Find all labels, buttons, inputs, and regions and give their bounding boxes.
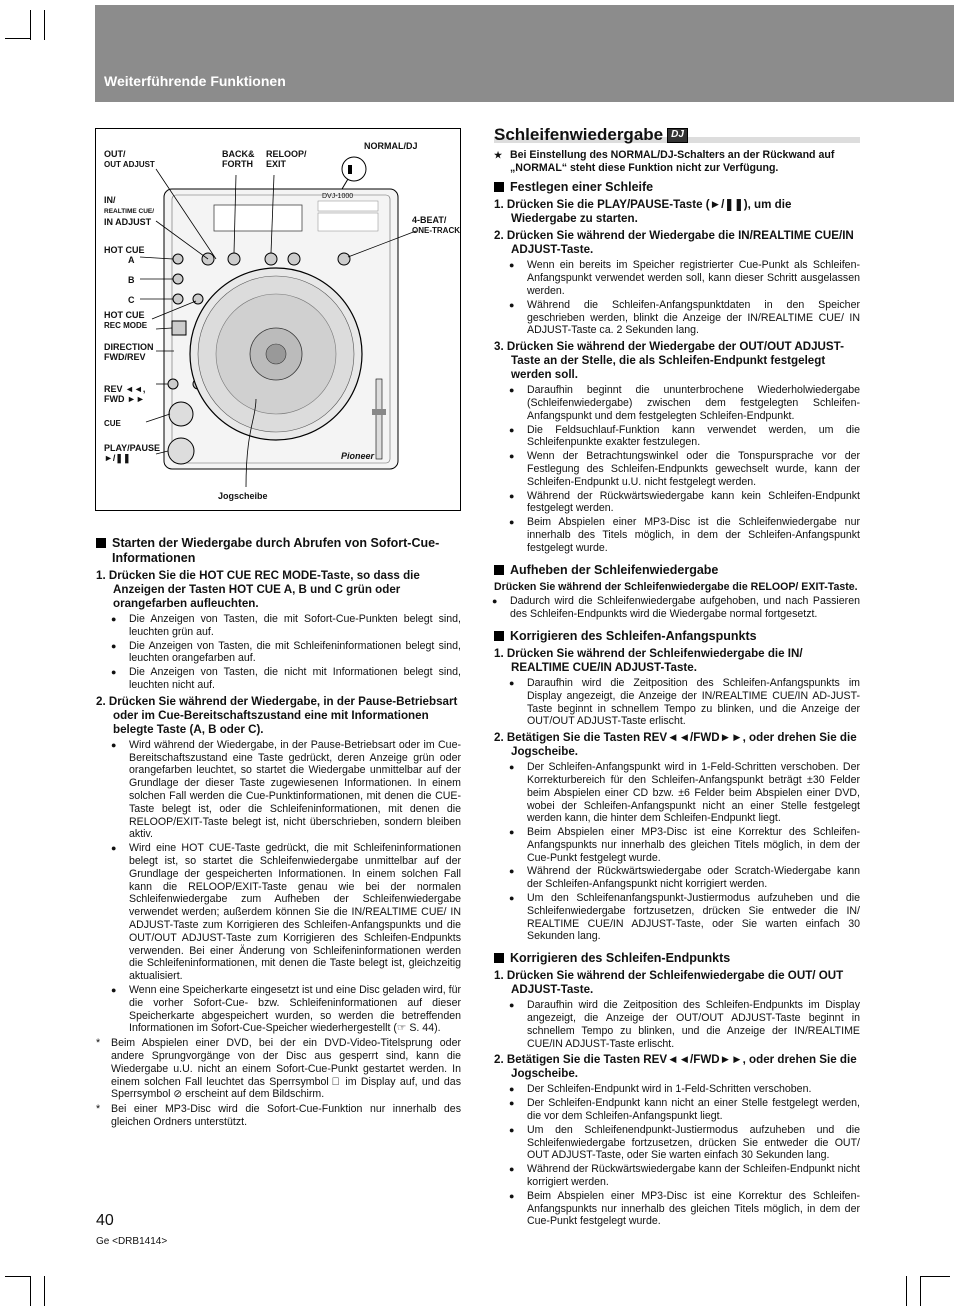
heading-aufheben: Aufheben der Schleifenwiedergabe [494, 563, 860, 578]
step-1: 1. Drücken Sie die PLAY/PAUSE-Taste (►/❚❚), um die Wiedergabe zu starten. [494, 198, 792, 226]
label-hot-cue-c: C [128, 295, 135, 305]
bullet: ● Der Schleifen-Endpunkt wird in 1-Feld-Schritten verschoben. [527, 1083, 860, 1096]
bullet: ● Der Schleifen-Endpunkt kann nicht an einer Stelle festgelegt werden, die vor dem Schleifen-Anfangspunkt liegt. [527, 1097, 860, 1123]
bullet: ● Um den Schleifenendpunkt-Justiermodus aufzuheben und die Schleifenwiedergabe fortzusetzen, drücken Sie entweder die OUT/ OUT ADJUST-Taste, oder Sie warten einfach 30 Sekunden lang. [527, 1124, 860, 1162]
model-name: DVJ-1000 [322, 193, 354, 200]
crop-mark [5, 38, 31, 39]
bullet: ● Daraufhin wird die Zeitposition des Schleifen-Endpunkts im Display angezeigt, die Anzeige der OUT/OUT ADJUST-Taste beginnt in schnellem Tempo zu blinken, und die Anzeige der IN/REALTIME CUE/IN ADJUST-Taste erlischt. [527, 999, 860, 1050]
bullet: ● Wird während der Wiedergabe, in der Pause-Betriebsart oder im Cue-Bereitschaftszustand eine Taste gedrückt, deren Anzeige grün oder orangefarben leuchtet, so startet die Wiedergabe unmittelbar auf der Grundlage der dieser Taste zugewiesenen Informationen. In einem solchen Fall werden die Cue-Punktinformationen, mit denen die CUE-Taste belegt ist, oder die Schleifeninformationen, mit denen die RELOOP/EXIT-Taste belegt ist, nicht überschrieben, sondern bleiben aktiv. [129, 739, 461, 841]
bullet: ● Der Schleifen-Anfangspunkt wird in 1-Feld-Schritten verschoben. Der Korrekturbereich für den Schleifen-Anfangspunkt beträgt ±30 Felder beim Abspielen einer CD bzw. ±6 Felder beim Abspielen einer DVD, wobei der Schleifen-Anfangspunkt nicht an einer Stelle festgelegt werden kann, die hinter dem Schleifen-Endpunkt liegt. [527, 761, 860, 825]
bullet: ● Wenn der Betrachtungswinkel oder die Tonspursprache vor der Festlegung des Schleifen-Endpunkts gewechselt wurde, kann der Schleifen-Endpunkt u.U. nicht festgelegt werden. [527, 450, 860, 488]
step-1: 1. Drücken Sie während der Schleifenwiedergabe die OUT/ OUT ADJUST-Taste. [494, 969, 844, 997]
bullet: ● Während die Schleifen-Anfangspunktdaten in den Speicher geschrieben werden, blinkt die Anzeige der IN/REALTIME CUE/ IN ADJUST-Taste ca. 2 Sekunden lang. [527, 299, 860, 337]
bullets [494, 677, 860, 728]
bullet: ● Die Anzeigen von Tasten, die mit Sofort-Cue-Punkten belegt sind, leuchten grün auf. [129, 613, 461, 639]
bullets [494, 259, 860, 337]
label-hot-cue-b: B [128, 275, 135, 285]
label-back-forth: BACK& FORTH [222, 149, 255, 169]
bullet: ● Daraufhin beginnt die ununterbrochene Wiederholwiedergabe (Schleifenwiedergabe) zwischen dem festgelegten Schleifen-Anfangspunkt und dem festgelegten Schleifen-Endpunkt. [527, 384, 860, 422]
star-note: ★ Bei Einstellung des NORMAL/DJ-Schalters an der Rückwand auf „NORMAL“ steht diese Funktion nicht zur Verfügung. [494, 149, 860, 175]
crop-mark [44, 10, 45, 40]
label-direction: DIRECTION FWD/REV [104, 342, 154, 362]
bullet: ● Beim Abspielen einer MP3-Disc ist eine Korrektur des Schleifen-Anfangspunkts nur innerhalb des gleichen Titels möglich, in dem der Cue-Punkt festgelegt wurde. [527, 1190, 860, 1228]
bullet: ● Beim Abspielen einer MP3-Disc ist die Schleifenwiedergabe nur innerhalb des Titels möglich, in dem der Schleifen-Anfangspunkt festgelegt wurde. [527, 516, 860, 554]
aufheben-instruction: Drücken Sie während der Schleifenwiedergabe die RELOOP/ EXIT-Taste. [494, 580, 858, 593]
step-2: 2. Drücken Sie während der Wiedergabe die IN/REALTIME CUE/IN ADJUST-Taste. [494, 229, 854, 257]
label-in: IN/ REALTIME CUE/ IN ADJUST [104, 195, 155, 227]
right-column [494, 124, 860, 1230]
step-2: 2. Betätigen Sie die Tasten REV◄◄/FWD►►, oder drehen Sie die Jogscheibe. [494, 731, 857, 759]
bullet: ● Die Feldsuchlauf-Funktion kann verwendet werden, um die Schleifenpunkte exakter festzulegen. [527, 424, 860, 450]
note-dvd: * Beim Abspielen einer DVD, bei der ein DVD-Video-Titelsprung oder andere Sprungvorgänge von der Disc aus gesperrt sind, kann die Wiedergabe u.U. nicht an einem Sofort-Cue-Punkt gestartet werden. In einem solchen Fall leuchtet das Sperrsymbol ⃠ im Display auf, und das Sperrsymbol ⊘ erscheint auf dem Bildschirm. [96, 1037, 461, 1101]
section-label: Weiterführende Funktionen [104, 73, 286, 89]
step-2: 2. Drücken Sie während der Wiedergabe, in der Pause-Betriebsart oder im Cue-Bereitschaftszustand eine mit Informationen belegte Taste (A, B oder C). [96, 694, 458, 736]
label-hot-cue-rec-mode: HOT CUE REC MODE [104, 310, 148, 330]
label-rev-fwd: REV ◄◄, FWD ►► [104, 384, 146, 404]
heading-anfang: Korrigieren des Schleifen-Anfangspunkts [494, 629, 860, 644]
heading-ende: Korrigieren des Schleifen-Endpunkts [494, 951, 860, 966]
brand-logo: Pioneer [341, 451, 375, 461]
left-column [96, 530, 461, 1131]
label-hot-cue: HOT CUE [104, 245, 145, 255]
document-code: Ge <DRB1414> [96, 1236, 168, 1247]
label-4-beat: 4-BEAT/ ONE-TRACK [412, 215, 460, 235]
label-jogscheibe: Jogscheibe [218, 491, 268, 501]
label-hot-cue-a: A [128, 255, 135, 265]
label-play-pause: PLAY/PAUSE ►/❚❚ [104, 443, 161, 463]
section-heading-sofort-cue: Starten der Wiedergabe durch Abrufen von Sofort-Cue-Informationen [96, 536, 461, 566]
bullet: ● Wird eine HOT CUE-Taste gedrückt, die mit Schleifeninformationen belegt ist, so startet die Schleifenwiedergabe unmittelbar auf der Grundlage der gespeicherten Informationen. In einem solchen Fall kann die RELOOP/EXIT-Taste genau wie bei der normalen Schleifenwiedergabe zum Aufheben der Schleifenwiedergabe verwendet werden; außerdem können Sie die IN/REALTIME CUE/ IN ADJUST-Taste zum Korrigieren des Schleifen-Anfangspunkts und die OUT/OUT ADJUST-Taste zum Korrigieren des Schleifen-Endpunkts verwenden. Bei einer Änderung von Schleifeninformationen werden die Schleifeninformationen, mit denen die Taste belegt ist, gleichzeitig aktualisiert. [129, 842, 461, 983]
bullet: ● Daraufhin wird die Zeitposition des Schleifen-Anfangspunkts im Display angezeigt, die Anzeige der IN/REALTIME CUE/IN AD-JUST-Taste beginnt in schnellem Tempo zu blinken, und die Anzeige der OUT/OUT ADJUST-Taste erlischt. [527, 677, 860, 728]
note-mp3: * Bei einer MP3-Disc wird die Sofort-Cue-Funktion nur innerhalb des gleichen Ordners unterstützt. [96, 1103, 461, 1129]
page-title: Schleifenwiedergabe DJ [494, 128, 860, 143]
crop-mark [44, 1276, 45, 1306]
bullets [494, 999, 860, 1050]
step-3: 3. Drücken Sie während der Wiedergabe der OUT/OUT ADJUST-Taste an der Stelle, die als Schleifen-Endpunkt festgelegt werden soll. [494, 340, 844, 382]
heading-festlegen: Festlegen einer Schleife [494, 180, 860, 195]
bullet: ● Um den Schleifenanfangspunkt-Justiermodus aufzuheben und die Schleifenwiedergabe fortzusetzen, drücken Sie entweder die IN/ REALTIME CUE/IN ADJUST-Taste, oder Sie warten einfach 30 Sekunden lang. [527, 892, 860, 943]
crop-mark [906, 1276, 907, 1306]
page-number: 40 [96, 1212, 114, 1229]
label-normal-dj: NORMAL/DJ [364, 141, 418, 151]
crop-mark [920, 1276, 921, 1306]
bullet: ● Die Anzeigen von Tasten, die nicht mit Informationen belegt sind, leuchten nicht auf. [129, 666, 461, 692]
label-cue: CUE [104, 419, 121, 428]
crop-mark [5, 1276, 31, 1277]
bullet: ● Die Anzeigen von Tasten, die mit Schleifeninformationen belegt sind, leuchten orangefarben auf. [129, 640, 461, 666]
label-reloop-exit: RELOOP/ EXIT [266, 149, 307, 169]
bullet: ● Wenn ein bereits im Speicher registrierter Cue-Punkt als Schleifen-Anfangspunkt verwendet werden soll, kann dieser Schritt ausgelassen werden. [527, 259, 860, 297]
device-figure [95, 128, 461, 511]
step-1-bullets [96, 613, 461, 692]
bullets [494, 1083, 860, 1228]
step-2-bullets [96, 739, 461, 1035]
crop-mark [30, 1276, 31, 1306]
bullet: ● Während der Rückwärtswiedergabe kann kein Schleifen-Endpunkt festgelegt werden. [527, 490, 860, 516]
bullets [494, 384, 860, 554]
crop-mark [920, 1276, 950, 1277]
bullet: ● Wenn eine Speicherkarte eingesetzt ist und eine Disc geladen wird, für die vorher Sofort-Cue- bzw. Schleifeninformationen auf dieser Speicherkarte abgespeichert wurden, so werden die betreffenden Informationen im Sofort-Cue-Speicher wiederhergestellt (☞ S. 44). [129, 984, 461, 1035]
bullet: ● Beim Abspielen einer MP3-Disc ist eine Korrektur des Schleifen-Anfangspunkts nur innerhalb des gleichen Titels möglich, in dem der Cue-Punkt festgelegt wurde. [527, 826, 860, 864]
step-2: 2. Betätigen Sie die Tasten REV◄◄/FWD►►, oder drehen Sie die Jogscheibe. [494, 1053, 857, 1081]
bullet: ● Während der Rückwärtswiedergabe oder Scratch-Wiedergabe kann der Schleifen-Anfangspunkt nicht korrigiert werden. [527, 865, 860, 891]
bullets [494, 761, 860, 943]
dj-badge: DJ [667, 128, 688, 143]
step-1: 1. Drücken Sie während der Schleifenwiedergabe die IN/ REALTIME CUE/IN ADJUST-Taste. [494, 646, 803, 674]
label-out: OUT/ OUT ADJUST [104, 149, 155, 169]
bullet: ● Während der Rückwärtswiedergabe kann der Schleifen-Endpunkt nicht korrigiert werden. [527, 1163, 860, 1189]
bullet: ● Dadurch wird die Schleifenwiedergabe aufgehoben, und nach Passieren des Schleifen-Endpunkts wird die Wiedergabe normal fortgesetzt. [510, 595, 860, 621]
step-1: 1. Drücken Sie die HOT CUE REC MODE-Taste, so dass die Anzeigen der Tasten HOT CUE A, B und C grün oder orangefarben aufleuchten. [96, 569, 420, 610]
crop-mark [30, 10, 31, 40]
bullets [494, 595, 860, 621]
